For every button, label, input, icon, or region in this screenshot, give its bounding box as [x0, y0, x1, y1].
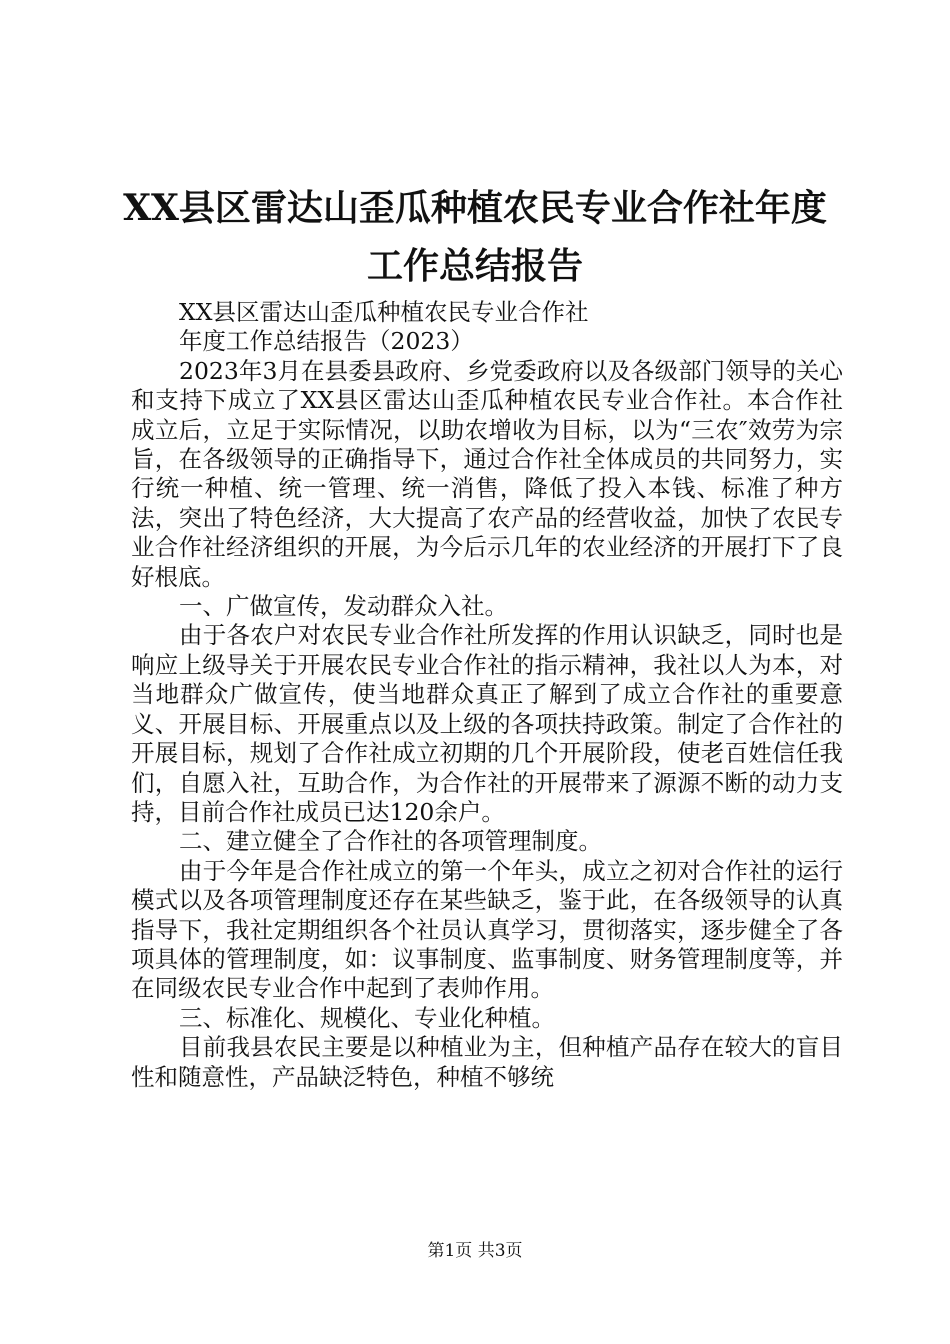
paragraph-section-3: 目前我县农民主要是以种植业为主，但种植产品存在较大的盲目性和随意性，产品缺泛特色，种植不够统 [131, 1033, 843, 1091]
document-title-line2: 工作总结报告 [366, 245, 583, 287]
paragraph-report-title: 年度工作总结报告（2023） [179, 327, 474, 356]
document-title-line1: XX县区雷达山歪瓜种植农民专业合作社年度 [123, 187, 827, 229]
section-heading-1: 一、广做宣传，发动群众入社。 [179, 592, 508, 621]
paragraph-section-1: 由于各农户对农民专业合作社所发挥的作用认识缺乏，同时也是响应上级导关于开展农民专业合作社的指示精神，我社以人为本，对当地群众广做宣传，使当地群众真正了解到了成立合作社的重要意义、开展目标、开展重点以及上级的各项扶持政策。制定了合作社的开展目标，规划了合作社成立初期的几个开展阶段，使老百姓信任我们，自愿入社，互助合作，为合作社的开展带来了源源不断的动力支持，目前合作社成员已达120余户。 [131, 621, 843, 826]
document-body [131, 298, 843, 1092]
section-heading-2: 二、建立健全了合作社的各项管理制度。 [179, 827, 602, 856]
paragraph-intro: 2023年3月在县委县政府、乡党委政府以及各级部门领导的关心和支持下成立了XX县区雷达山歪瓜种植农民专业合作社。本合作社成立后，立足于实际情况，以助农增收为目标，以为“三农″效劳为宗旨，在各级领导的正确指导下，通过合作社全体成员的共同努力，实行统一种植、统一管理、统一消售，降低了投入本钱、标准了种方法，突出了特色经济，大大提高了农产品的经营收益，加快了农民专业合作社经济组织的开展，为今后示几年的农业经济的开展打下了良好根底。 [131, 356, 843, 591]
section-heading-3: 三、标准化、规模化、专业化种植。 [179, 1003, 555, 1032]
paragraph-section-2: 由于今年是合作社成立的第一个年头，成立之初对合作社的运行模式以及各项管理制度还存在某些缺乏，鉴于此，在各级领导的认真指导下，我社定期组织各个社员认真学习，贯彻落实，逐步健全了各项具体的管理制度，如：议事制度、监事制度、财务管理制度等，并在同级农民专业合作中起到了表帅作用。 [131, 856, 843, 1003]
page-number-footer: 第1页 共3页 [427, 1241, 523, 1261]
paragraph-org-name: XX县区雷达山歪瓜种植农民专业合作社 [179, 298, 589, 326]
